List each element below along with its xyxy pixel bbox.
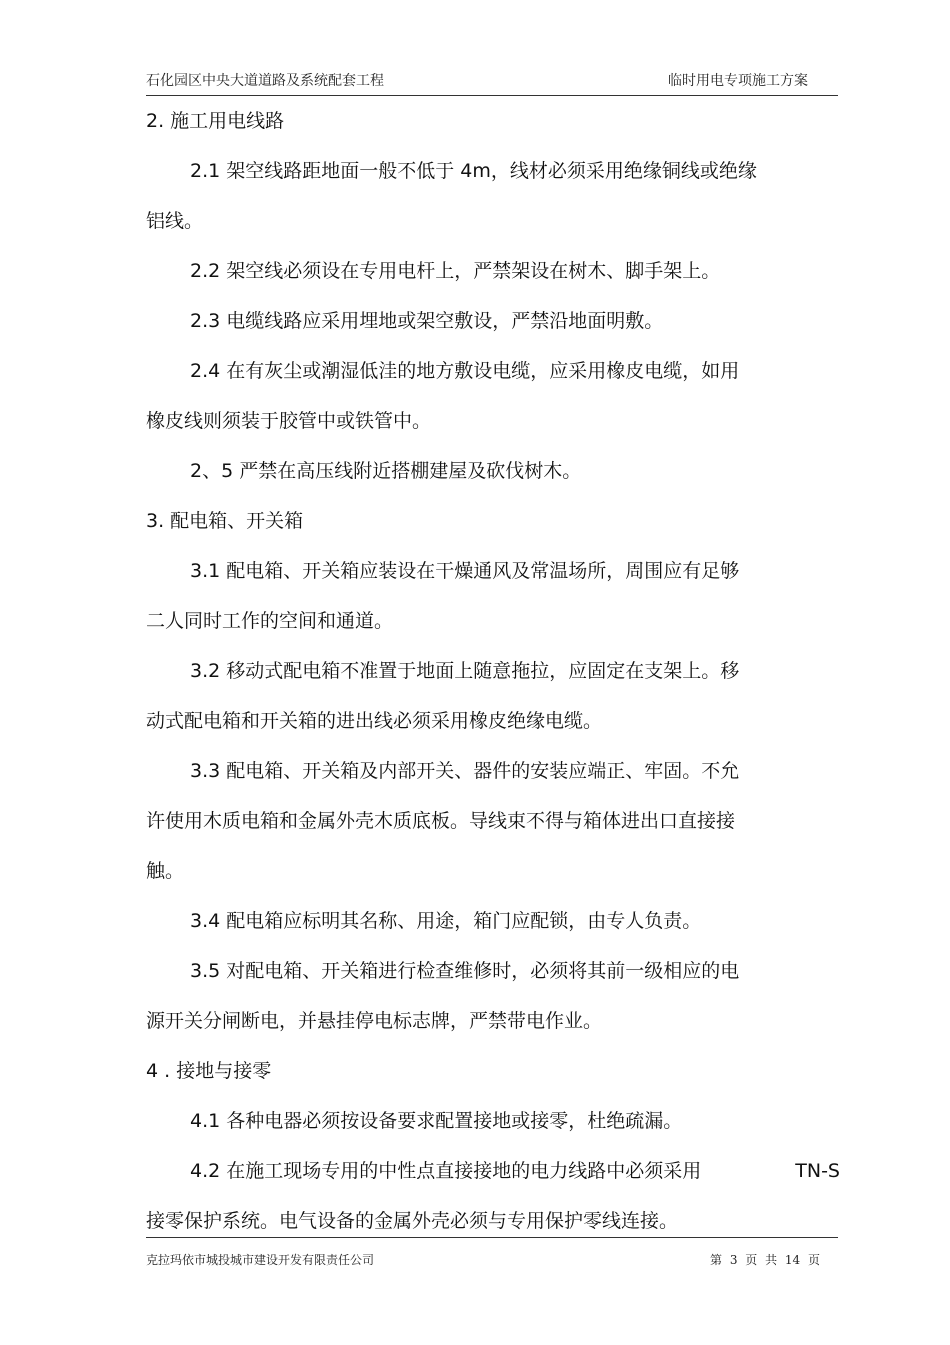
paragraph-3-5: 3.5 对配电箱、开关箱进行检查维修时，必须将其前一级相应的电: [190, 960, 740, 982]
section-heading-2: 2. 施工用电线路: [146, 110, 285, 132]
paragraph-4-2-tns: TN-S: [795, 1160, 840, 1182]
document-body: [146, 96, 846, 1246]
paragraph-2-4-cont: 橡皮线则须装于胶管中或铁管中。: [146, 410, 432, 432]
paragraph-3-5-cont: 源开关分闸断电，并悬挂停电标志牌，严禁带电作业。: [146, 1010, 603, 1032]
header-project-title: 石化园区中央大道道路及系统配套工程: [146, 73, 384, 89]
paragraph-4-1: 4.1 各种电器必须按设备要求配置接地或接零，杜绝疏漏。: [190, 1110, 683, 1132]
paragraph-2-1: 2.1 架空线路距地面一般不低于 4m，线材必须采用绝缘铜线或绝缘: [190, 160, 757, 182]
paragraph-3-2-cont: 动式配电箱和开关箱的进出线必须采用橡皮绝缘电缆。: [146, 710, 603, 732]
footer-rule: [146, 1237, 838, 1238]
paragraph-3-4: 3.4 配电箱应标明其名称、用途，箱门应配锁，由专人负责。: [190, 910, 702, 932]
paragraph-2-3: 2.3 电缆线路应采用埋地或架空敷设，严禁沿地面明敷。: [190, 310, 664, 332]
paragraph-3-3-cont: 许使用木质电箱和金属外壳木质底板。导线束不得与箱体进出口直接接: [146, 810, 736, 832]
paragraph-4-2: [146, 1146, 846, 1196]
paragraph-3-3: 3.3 配电箱、开关箱及内部开关、器件的安装应端正、牢固。不允: [190, 760, 740, 782]
paragraph-2-4: 2.4 在有灰尘或潮湿低洼的地方敷设电缆，应采用橡皮电缆，如用: [190, 360, 740, 382]
paragraph-3-1: 3.1 配电箱、开关箱应装设在干燥通风及常温场所，周围应有足够: [190, 560, 740, 582]
paragraph-2-5: 2、5 严禁在高压线附近搭棚建屋及砍伐树木。: [190, 460, 582, 482]
paragraph-2-2: 2.2 架空线必须设在专用电杆上，严禁架设在树木、脚手架上。: [190, 260, 721, 282]
paragraph-3-3-cont-2: 触。: [146, 860, 185, 882]
section-heading-4: 4 . 接地与接零: [146, 1060, 272, 1082]
footer-company: 克拉玛依市城投城市建设开发有限责任公司: [146, 1253, 375, 1267]
paragraph-2-1-cont: 铝线。: [146, 210, 204, 232]
section-heading-3: 3. 配电箱、开关箱: [146, 510, 304, 532]
paragraph-4-2-cont: 接零保护系统。电气设备的金属外壳必须与专用保护零线连接。: [146, 1210, 679, 1232]
page-header: [146, 70, 838, 92]
footer-page-number: 第 3 页 共 14 页: [710, 1253, 820, 1267]
paragraph-3-1-cont: 二人同时工作的空间和通道。: [146, 610, 394, 632]
header-document-title: 临时用电专项施工方案: [668, 73, 808, 89]
page-footer: [146, 1251, 838, 1269]
paragraph-3-2: 3.2 移动式配电箱不准置于地面上随意拖拉，应固定在支架上。移: [190, 660, 740, 682]
paragraph-4-2-text: 4.2 在施工现场专用的中性点直接接地的电力线路中必须采用: [190, 1160, 702, 1182]
